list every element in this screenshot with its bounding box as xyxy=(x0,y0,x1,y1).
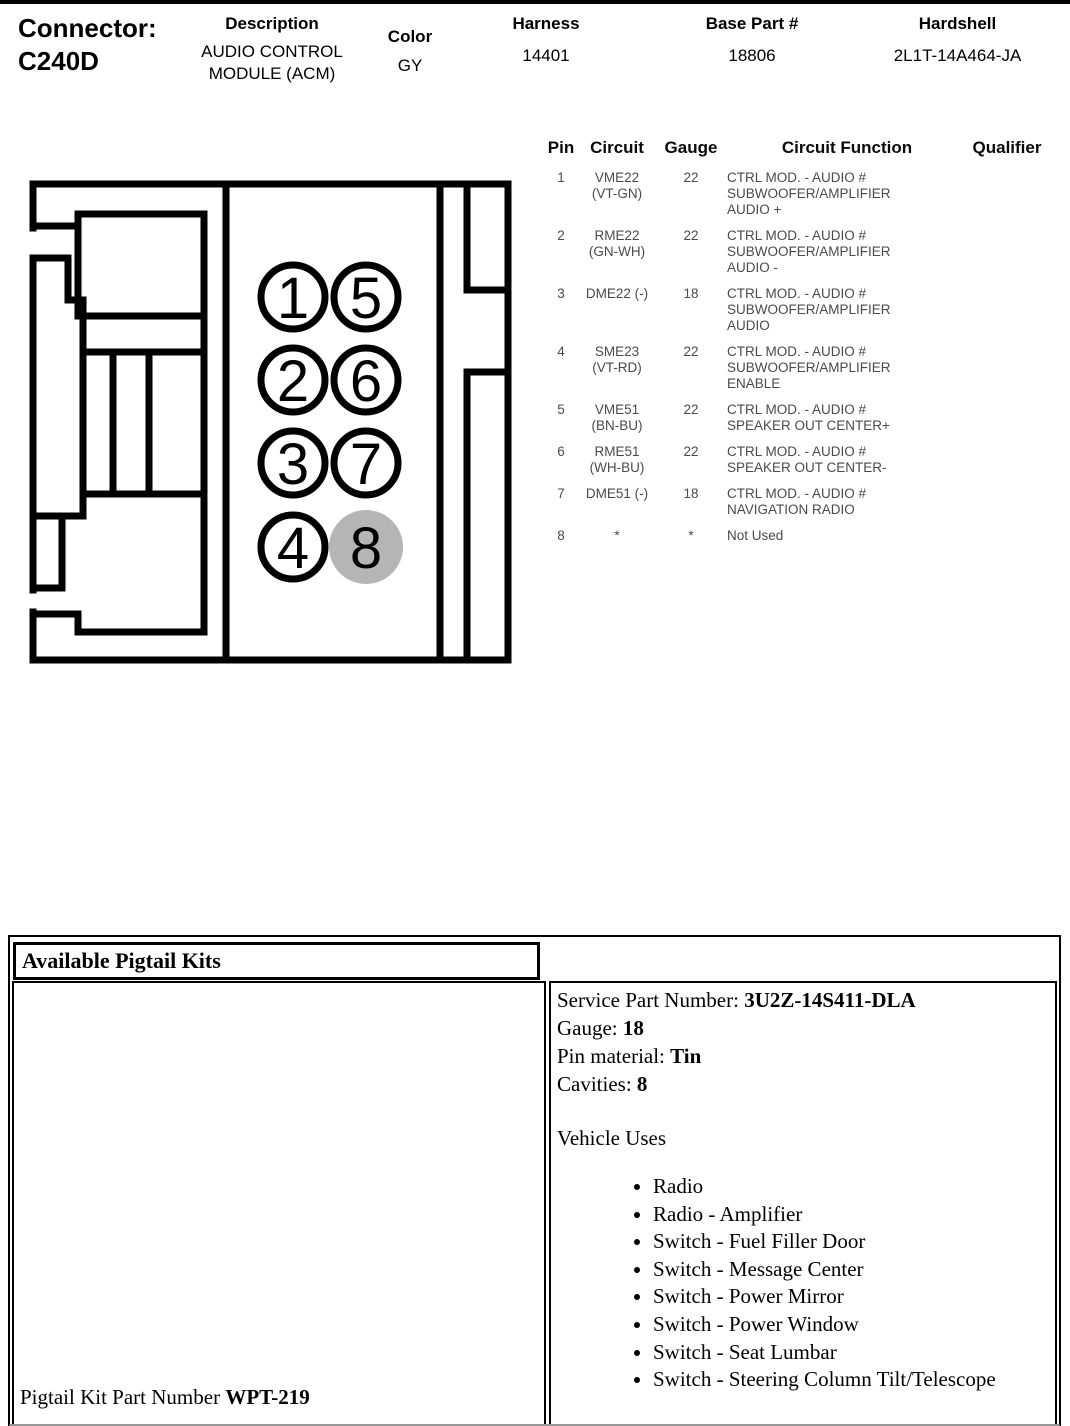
hardshell-label: Hardshell xyxy=(918,14,997,33)
pin-1-label: 1 xyxy=(276,266,310,331)
vehicle-uses-list xyxy=(557,1173,1055,1394)
color-label: Color xyxy=(387,27,433,46)
cavities-line: Cavities: 8 xyxy=(557,1072,648,1096)
service-part-line: Service Part Number: 3U2Z-14S411-DLA xyxy=(557,988,916,1012)
harness-label: Harness xyxy=(512,14,580,33)
pin-material-line: Pin material: Tin xyxy=(557,1044,702,1068)
pin-6-label: 6 xyxy=(349,349,383,414)
hardshell-value: 2L1T-14A464-JA xyxy=(893,46,1022,65)
service-part-number: 3U2Z-14S411-DLA xyxy=(744,988,916,1012)
pin-3-label: 3 xyxy=(276,432,310,497)
pigtail-kits-title-cell xyxy=(13,942,540,980)
pin-table-row: 6 RME51 (WH-BU) 22 CTRL MOD. - AUDIO # SPEAKER OUT CENTER- xyxy=(557,444,887,475)
connector-label: Connector: xyxy=(18,13,157,43)
vehicle-use-item: • Switch - Fuel Filler Door xyxy=(653,1228,1055,1256)
cavities-value: 8 xyxy=(636,1072,648,1096)
vehicle-use-item: • Radio xyxy=(653,1173,1055,1201)
kit-part-number: WPT-219 xyxy=(225,1385,310,1409)
harness-value: 14401 xyxy=(522,46,570,65)
pin-table-row: 4 SME23 (VT-RD) 22 CTRL MOD. - AUDIO # SUBWOOFER/AMPLIFIER ENABLE xyxy=(557,344,891,391)
pigtail-kit-cell xyxy=(12,981,546,1424)
vehicle-use-item: • Switch - Power Window xyxy=(653,1311,1055,1339)
service-part-cell xyxy=(549,981,1057,1424)
pigtail-kits-table xyxy=(8,935,1061,1426)
header-col-hardshell xyxy=(855,14,1060,67)
pin-material-value: Tin xyxy=(670,1044,702,1068)
spacer xyxy=(557,1098,1055,1124)
pin-7-label: 7 xyxy=(349,432,383,497)
housing-divider-lines xyxy=(204,184,226,660)
connector-face-diagram xyxy=(25,168,517,668)
pigtail-kit-part-number-line xyxy=(20,1385,310,1410)
pin-table-row: 1 VME22 (VT-GN) 22 CTRL MOD. - AUDIO # SUBWOOFER/AMPLIFIER AUDIO + xyxy=(557,170,891,217)
kit-part-label: Pigtail Kit Part Number xyxy=(20,1385,221,1409)
pin-table-row: 2 RME22 (GN-WH) 22 CTRL MOD. - AUDIO # SUBWOOFER/AMPLIFIER AUDIO - xyxy=(557,228,891,275)
header-col-base-part xyxy=(672,14,832,67)
vehicle-uses-title: Vehicle Uses xyxy=(557,1126,667,1150)
col-header-circuit: Circuit xyxy=(590,138,644,157)
header-col-color xyxy=(365,27,455,77)
col-header-gauge: Gauge xyxy=(664,138,718,157)
housing-latch-lines xyxy=(33,214,204,632)
vehicle-use-item: • Switch - Seat Lumbar xyxy=(653,1339,1055,1367)
pigtail-kits-title: Available Pigtail Kits xyxy=(22,948,221,973)
col-header-function: Circuit Function xyxy=(781,138,913,157)
col-header-pin: Pin xyxy=(547,138,575,157)
vehicle-use-item: • Switch - Message Center xyxy=(653,1256,1055,1284)
header-col-harness xyxy=(481,14,611,67)
connector-title xyxy=(18,12,157,78)
vehicle-use-item: • Switch - Power Mirror xyxy=(653,1283,1055,1311)
base-part-value: 18806 xyxy=(728,46,776,65)
pin-table-row: 7 DME51 (-) 18 CTRL MOD. - AUDIO # NAVIGATION RADIO xyxy=(557,486,867,517)
pin-table-row: 8 * * Not Used xyxy=(557,528,784,543)
description-value: AUDIO CONTROL MODULE (ACM) xyxy=(201,42,343,83)
housing-keyway-lines xyxy=(440,184,508,660)
top-rule xyxy=(0,0,1070,4)
pin-5-label: 5 xyxy=(349,266,383,331)
pin-table xyxy=(543,138,1067,554)
col-header-qualifier: Qualifier xyxy=(972,138,1042,157)
color-value: GY xyxy=(397,56,423,75)
connector-id: C240D xyxy=(18,46,99,76)
pin-2-label: 2 xyxy=(276,349,310,414)
gauge-value: 18 xyxy=(622,1016,644,1040)
pin-4-label: 4 xyxy=(276,516,310,581)
pin-table-row: 5 VME51 (BN-BU) 22 CTRL MOD. - AUDIO # SPEAKER OUT CENTER+ xyxy=(557,402,890,433)
vehicle-use-item: • Switch - Steering Column Tilt/Telescope xyxy=(653,1366,1055,1394)
vehicle-use-item: • Radio - Amplifier xyxy=(653,1201,1055,1229)
base-part-label: Base Part # xyxy=(705,14,799,33)
pin-table-header xyxy=(543,138,1067,158)
description-label: Description xyxy=(225,14,319,33)
header-col-description xyxy=(167,14,377,85)
pin-8-label: 8 xyxy=(349,516,383,581)
gauge-line: Gauge: 18 xyxy=(557,1016,644,1040)
pin-table-row: 3 DME22 (-) 18 CTRL MOD. - AUDIO # SUBWOOFER/AMPLIFIER AUDIO xyxy=(557,286,891,333)
